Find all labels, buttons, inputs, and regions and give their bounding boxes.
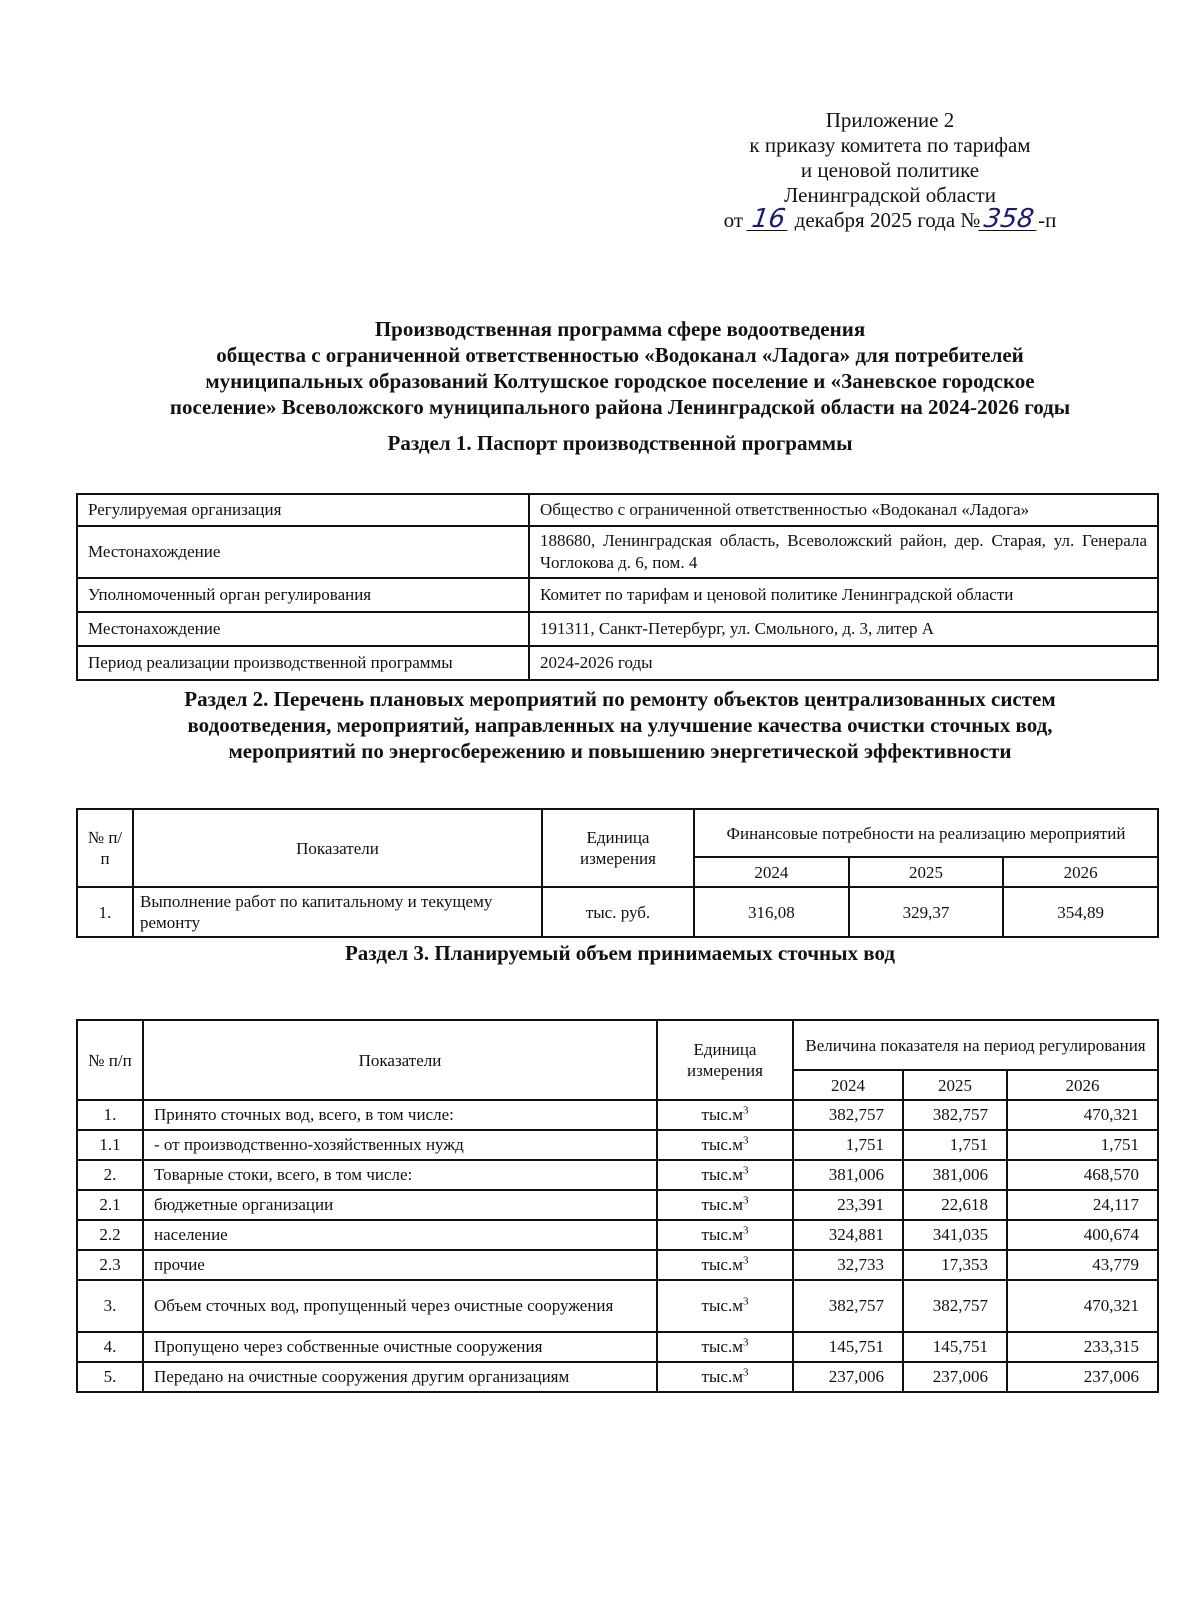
passport-row [77,646,1158,680]
passport-value: 2024-2026 годы [529,646,1158,680]
passport-table [76,493,1159,681]
value-2025: 145,751 [903,1332,1007,1362]
table-row [77,1220,1158,1250]
value-2024: 382,757 [793,1280,903,1332]
unit-base: тыс.м [701,1105,743,1124]
passport-value: Общество с ограниченной ответственностью «Водоканал «Ладога» [529,494,1158,526]
order-date-line [700,204,1080,234]
value-2026: 237,006 [1007,1362,1158,1392]
value-2025: 381,006 [903,1160,1007,1190]
row-num: 1.1 [77,1130,143,1160]
value-2024: 1,751 [793,1130,903,1160]
passport-value: 188680, Ленинградская область, Всеволожский район, дер. Старая, ул. Генерала Чоглокова д. 6, пом. 4 [529,526,1158,578]
unit-base: тыс.м [701,1296,743,1315]
header-financial-needs: Финансовые потребности на реализацию мероприятий [694,809,1158,857]
header-year-2025: 2025 [849,857,1004,887]
date-middle: декабря 2025 года № [794,208,981,232]
row-indicator: Принято сточных вод, всего, в том числе: [143,1100,657,1130]
unit-superscript: 3 [742,1134,749,1147]
value-2026: 354,89 [1003,887,1158,937]
value-2026: 24,117 [1007,1190,1158,1220]
passport-label: Местонахождение [77,526,529,578]
value-2025: 237,006 [903,1362,1007,1392]
row-num: 2. [77,1160,143,1190]
header-year-2024: 2024 [793,1070,903,1100]
header-unit: Единица измерения [542,809,694,887]
row-indicator: бюджетные организации [143,1190,657,1220]
row-num: 3. [77,1280,143,1332]
row-num: 1. [77,1100,143,1130]
repair-measures-table [76,808,1159,938]
title-line-4: поселение» Всеволожского муниципального района Ленинградской области на 2024-2026 годы [169,395,1071,419]
unit-base: тыс.м [701,1225,743,1244]
table-row [77,1362,1158,1392]
section-3-title [60,940,1180,966]
row-unit [657,1332,793,1362]
order-suffix: -п [1038,208,1057,232]
value-2026: 470,321 [1007,1100,1158,1130]
unit-base: тыс.м [701,1165,743,1184]
header-indicator-value: Величина показателя на период регулирования [793,1020,1158,1070]
section-2-title-line-1: Раздел 2. Перечень плановых мероприятий по ремонту объектов централизованных систем [184,687,1056,711]
value-2025: 329,37 [849,887,1004,937]
value-2024: 382,757 [793,1100,903,1130]
row-num: 2.2 [77,1220,143,1250]
row-unit [657,1100,793,1130]
appendix-line-2: к приказу комитета по тарифам [749,133,1031,157]
row-indicator: Объем сточных вод, пропущенный через очистные сооружения [143,1280,657,1332]
unit-base: тыс.м [701,1255,743,1274]
unit-superscript: 3 [742,1295,749,1308]
header-indicator: Показатели [143,1020,657,1100]
passport-value: 191311, Санкт-Петербург, ул. Смольного, д. 3, литер А [529,612,1158,646]
unit-superscript: 3 [742,1366,749,1379]
row-unit [657,1130,793,1160]
unit-superscript: 3 [742,1104,749,1117]
value-2025: 382,757 [903,1100,1007,1130]
header-num: № п/п [77,809,133,887]
passport-label: Уполномоченный орган регулирования [77,578,529,612]
row-unit [657,1220,793,1250]
section-2-title [60,686,1180,764]
passport-value: Комитет по тарифам и ценовой политике Ленинградской области [529,578,1158,612]
unit-superscript: 3 [742,1336,749,1349]
appendix-line-3: и ценовой политике [800,158,980,182]
row-unit: тыс. руб. [542,887,694,937]
value-2026: 1,751 [1007,1130,1158,1160]
section-2-title-line-2: водоотведения, мероприятий, направленных на улучшение качества очистки сточных вод, [187,713,1053,737]
passport-row [77,578,1158,612]
unit-superscript: 3 [742,1164,749,1177]
value-2026: 468,570 [1007,1160,1158,1190]
header-indicator: Показатели [133,809,542,887]
value-2024: 324,881 [793,1220,903,1250]
handwritten-day: 16 [747,208,791,231]
title-line-3: муниципальных образований Колтушское городское поселение и «Заневское городское [205,369,1035,393]
passport-label: Местонахождение [77,612,529,646]
row-unit [657,1160,793,1190]
section-1-title-text: Раздел 1. Паспорт производственной программы [387,431,853,455]
header-year-2024: 2024 [694,857,849,887]
row-unit [657,1280,793,1332]
header-year-2025: 2025 [903,1070,1007,1100]
row-indicator: Передано на очистные сооружения другим организациям [143,1362,657,1392]
wastewater-volume-table [76,1019,1159,1393]
table-row [77,1100,1158,1130]
table-row [77,1332,1158,1362]
title-line-1: Производственная программа сфере водоотведения [374,317,866,341]
value-2025: 1,751 [903,1130,1007,1160]
unit-superscript: 3 [742,1194,749,1207]
passport-row [77,612,1158,646]
appendix-header [700,108,1080,233]
value-2025: 382,757 [903,1280,1007,1332]
header-year-2026: 2026 [1003,857,1158,887]
value-2024: 145,751 [793,1332,903,1362]
section-2-title-line-3: мероприятий по энергосбережению и повышению энергетической эффективности [228,739,1012,763]
row-unit [657,1190,793,1220]
header-num: № п/п [77,1020,143,1100]
program-title [60,316,1180,420]
table-row [77,1130,1158,1160]
title-line-2: общества с ограниченной ответственностью «Водоканал «Ладога» для потребителей [216,343,1024,367]
row-indicator: население [143,1220,657,1250]
passport-label: Регулируемая организация [77,494,529,526]
row-indicator: прочие [143,1250,657,1280]
row-indicator: - от производственно-хозяйственных нужд [143,1130,657,1160]
row-num: 1. [77,887,133,937]
row-num: 4. [77,1332,143,1362]
passport-row [77,494,1158,526]
section-3-title-text: Раздел 3. Планируемый объем принимаемых сточных вод [344,941,896,965]
passport-label: Период реализации производственной программы [77,646,529,680]
value-2024: 316,08 [694,887,849,937]
row-indicator: Пропущено через собственные очистные сооружения [143,1332,657,1362]
table-row [77,1190,1158,1220]
unit-base: тыс.м [701,1195,743,1214]
row-num: 5. [77,1362,143,1392]
row-indicator: Выполнение работ по капитальному и текущему ремонту [133,887,542,937]
header-year-2026: 2026 [1007,1070,1158,1100]
value-2024: 237,006 [793,1362,903,1392]
table-row [77,887,1158,937]
value-2024: 23,391 [793,1190,903,1220]
passport-row [77,526,1158,578]
value-2025: 341,035 [903,1220,1007,1250]
row-num: 2.3 [77,1250,143,1280]
value-2025: 22,618 [903,1190,1007,1220]
unit-superscript: 3 [742,1254,749,1267]
table-row [77,1250,1158,1280]
date-prefix: от [723,208,744,232]
table-row [77,1160,1158,1190]
unit-base: тыс.м [701,1337,743,1356]
header-unit: Единица измерения [657,1020,793,1100]
section-1-title [60,430,1180,456]
appendix-line-1: Приложение 2 [825,108,955,132]
row-unit [657,1362,793,1392]
value-2026: 233,315 [1007,1332,1158,1362]
value-2026: 43,779 [1007,1250,1158,1280]
row-indicator: Товарные стоки, всего, в том числе: [143,1160,657,1190]
value-2025: 17,353 [903,1250,1007,1280]
value-2024: 32,733 [793,1250,903,1280]
unit-base: тыс.м [701,1135,743,1154]
value-2024: 381,006 [793,1160,903,1190]
value-2026: 470,321 [1007,1280,1158,1332]
value-2026: 400,674 [1007,1220,1158,1250]
appendix-line-4: Ленинградской области [784,183,996,207]
table-row [77,1280,1158,1332]
handwritten-order-number: 358 [979,208,1040,231]
row-num: 2.1 [77,1190,143,1220]
row-unit [657,1250,793,1280]
unit-base: тыс.м [701,1367,743,1386]
unit-superscript: 3 [742,1224,749,1237]
